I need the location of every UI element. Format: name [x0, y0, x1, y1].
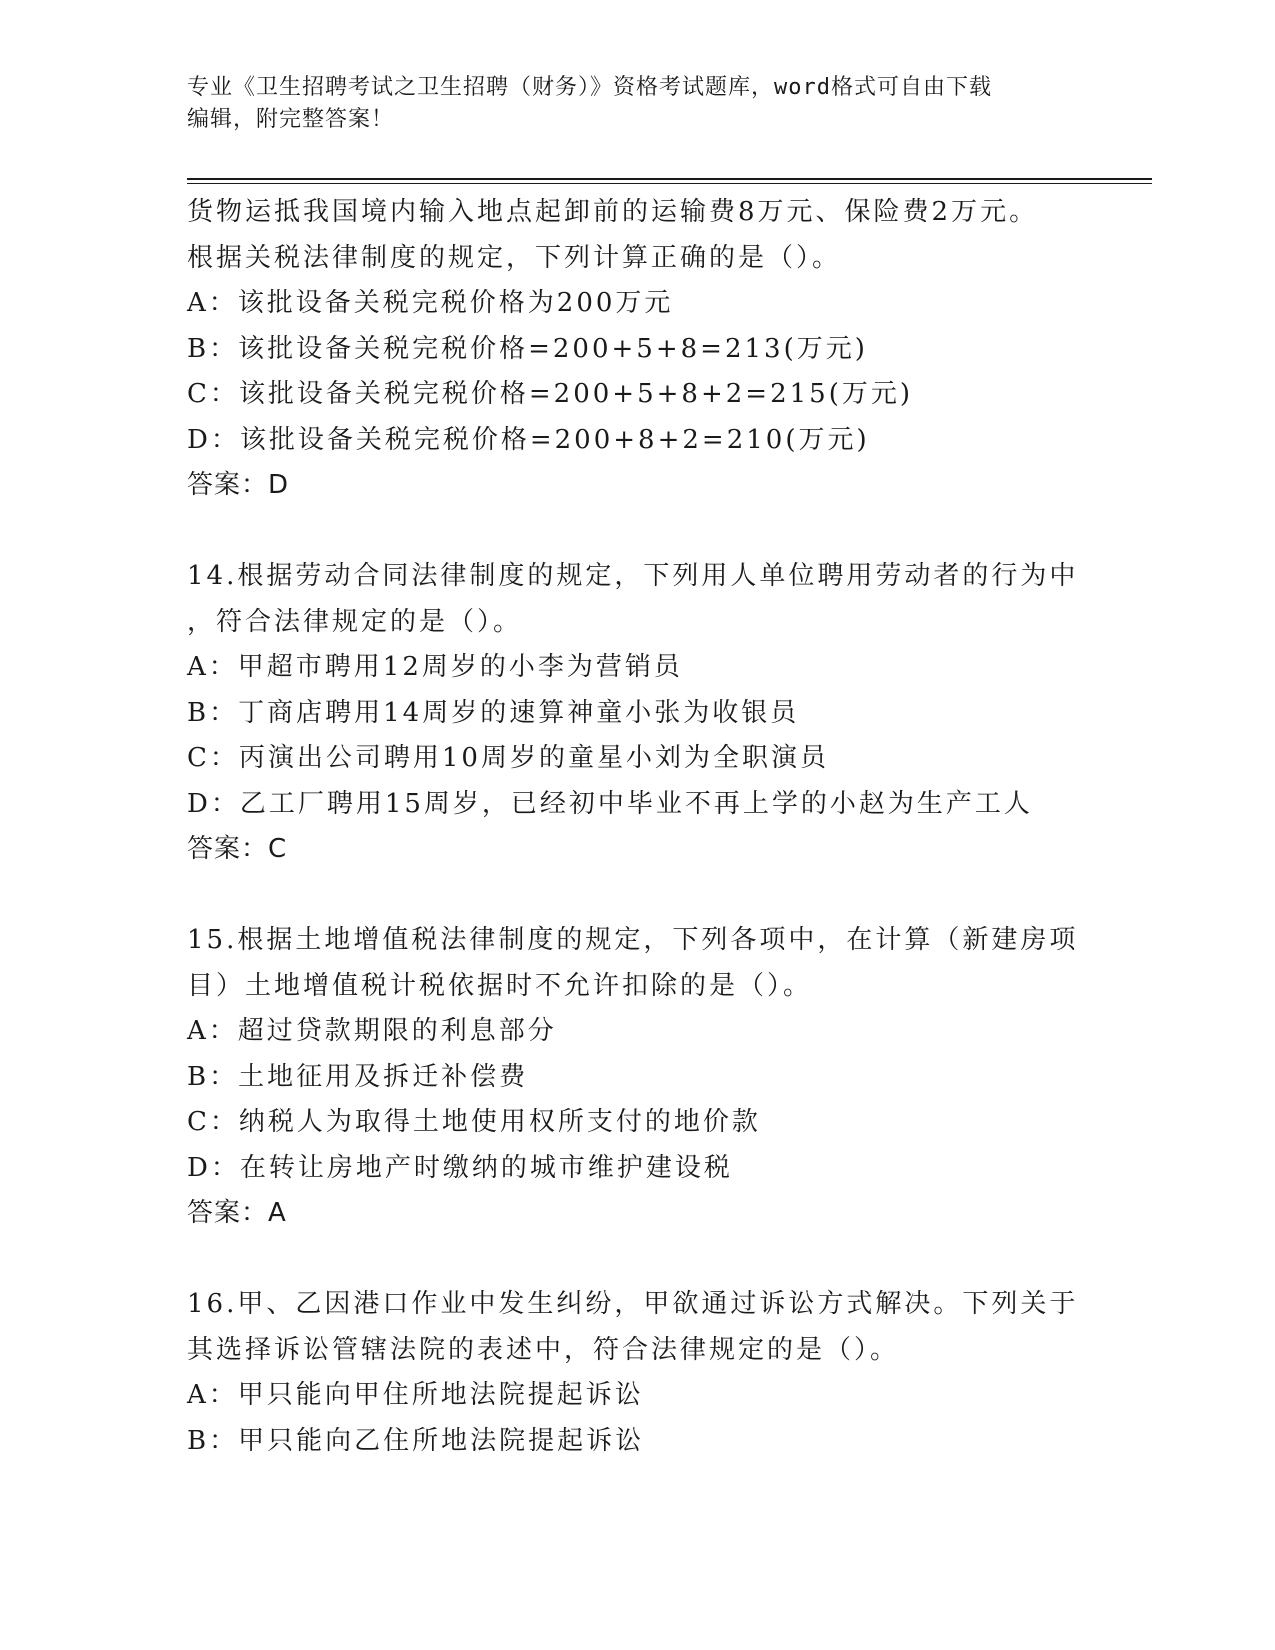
option-a: A：超过贷款期限的利息部分	[187, 1016, 557, 1046]
option-a: A：该批设备关税完税价格为200万元	[187, 288, 674, 318]
option-c: C：丙演出公司聘用10周岁的童星小刘为全职演员	[187, 743, 829, 773]
option-d: D：在转让房地产时缴纳的城市维护建设税	[187, 1152, 733, 1183]
question-13	[187, 190, 1087, 509]
header-divider-thin	[187, 183, 1152, 184]
header-divider-thick	[187, 178, 1152, 180]
header-line-2: 编辑，附完整答案！	[187, 107, 395, 132]
answer: 答案：D	[187, 470, 290, 500]
question-text-line: ，符合法律规定的是（）。	[187, 606, 523, 637]
question-text-line: 目）土地增值税计税依据时不允许扣除的是（）。	[187, 970, 813, 1001]
answer: 答案：C	[187, 834, 288, 864]
spacer	[187, 1237, 1087, 1283]
document-header	[187, 72, 1087, 136]
answer: 答案：A	[187, 1198, 287, 1228]
spacer	[187, 509, 1087, 555]
option-b: B：土地征用及拆迁补偿费	[187, 1061, 529, 1092]
header-line-1: 专业《卫生招聘考试之卫生招聘（财务）》资格考试题库，word格式可自由下载	[187, 75, 992, 100]
question-text-line: 14.根据劳动合同法律制度的规定，下列用人单位聘用劳动者的行为中	[187, 561, 1079, 591]
question-text-line: 16.甲、乙因港口作业中发生纠纷，甲欲通过诉讼方式解决。下列关于	[187, 1289, 1079, 1319]
option-b: B：该批设备关税完税价格=200+5+8=213(万元)	[187, 333, 868, 364]
option-d: D：乙工厂聘用15周岁，已经初中毕业不再上学的小赵为生产工人	[187, 788, 1033, 819]
option-c: C：该批设备关税完税价格=200+5+8+2=215(万元)	[187, 379, 913, 409]
question-list	[187, 190, 1087, 1464]
spacer	[187, 873, 1087, 919]
question-16	[187, 1282, 1087, 1464]
option-a: A：甲超市聘用12周岁的小李为营销员	[187, 652, 683, 682]
option-b: B：丁商店聘用14周岁的速算神童小张为收银员	[187, 697, 800, 728]
question-text-line: 其选择诉讼管辖法院的表述中，符合法律规定的是（）。	[187, 1334, 900, 1365]
option-a: A：甲只能向甲住所地法院提起诉讼	[187, 1380, 644, 1410]
question-text-line: 货物运抵我国境内输入地点起卸前的运输费8万元、保险费2万元。	[187, 197, 1039, 227]
question-15	[187, 918, 1087, 1237]
question-14	[187, 554, 1087, 873]
question-text-line: 15.根据土地增值税法律制度的规定，下列各项中，在计算（新建房项	[187, 925, 1079, 955]
option-d: D：该批设备关税完税价格=200+8+2=210(万元)	[187, 424, 870, 455]
option-b: B：甲只能向乙住所地法院提起诉讼	[187, 1425, 645, 1456]
question-text-line: 根据关税法律制度的规定，下列计算正确的是（）。	[187, 242, 842, 273]
option-c: C：纳税人为取得土地使用权所支付的地价款	[187, 1107, 761, 1137]
